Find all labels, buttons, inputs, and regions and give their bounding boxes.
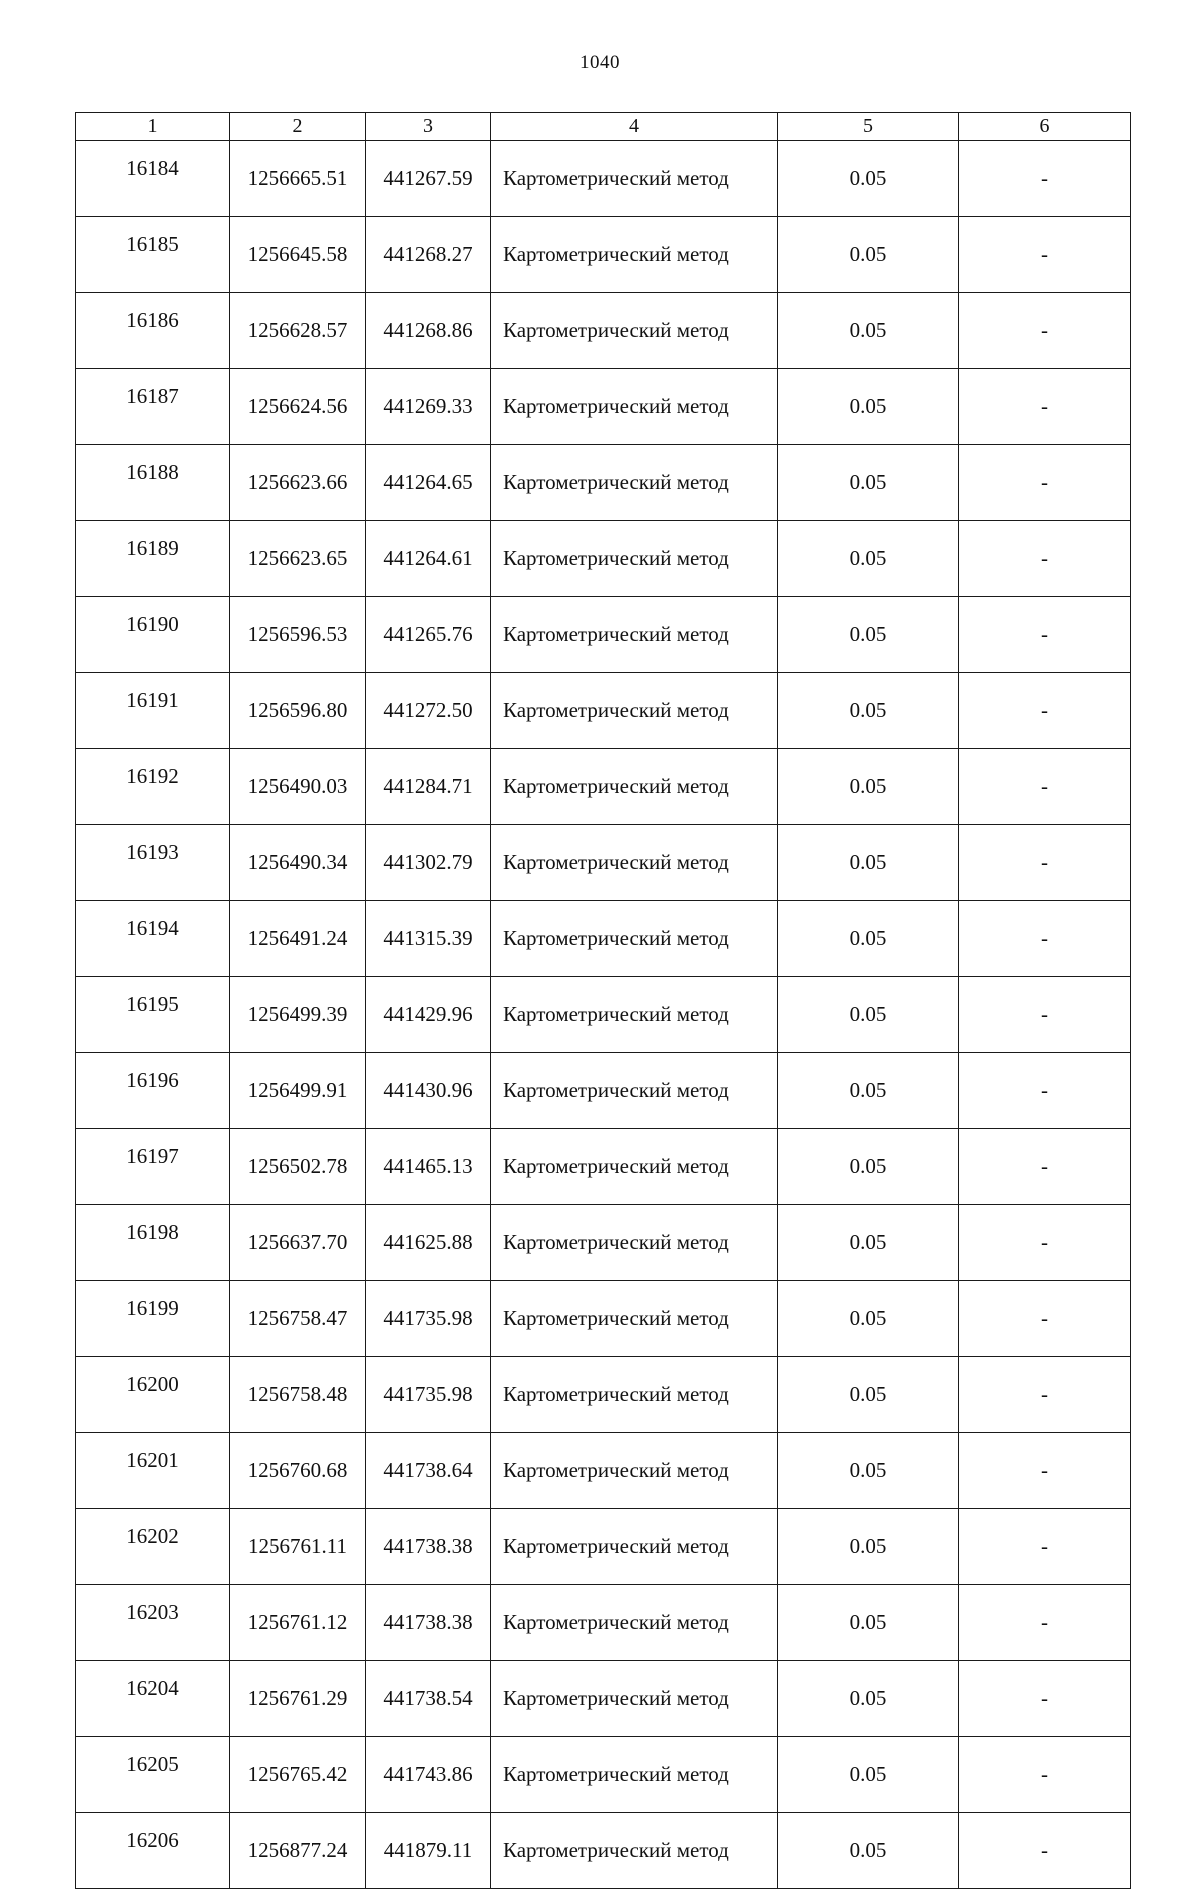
accuracy-cell: 0.05: [778, 673, 959, 749]
accuracy-cell: 0.05: [778, 521, 959, 597]
point-id-cell: 16186: [76, 293, 230, 369]
y-coordinate-cell: 441738.38: [366, 1585, 491, 1661]
point-id-cell: 16189: [76, 521, 230, 597]
y-coordinate-cell: 441465.13: [366, 1129, 491, 1205]
x-coordinate-cell: 1256624.56: [230, 369, 366, 445]
table-row: [76, 1433, 1131, 1509]
method-cell: Картометрический метод: [491, 217, 778, 293]
method-cell: Картометрический метод: [491, 521, 778, 597]
point-id-cell: 16196: [76, 1053, 230, 1129]
accuracy-cell: 0.05: [778, 141, 959, 217]
x-coordinate-cell: 1256623.66: [230, 445, 366, 521]
table-row: [76, 1585, 1131, 1661]
point-id-cell: 16192: [76, 749, 230, 825]
note-cell: -: [959, 1281, 1131, 1357]
accuracy-cell: 0.05: [778, 217, 959, 293]
accuracy-cell: 0.05: [778, 1813, 959, 1889]
y-coordinate-cell: 441267.59: [366, 141, 491, 217]
page-number: 1040: [580, 52, 620, 73]
point-id-cell: 16194: [76, 901, 230, 977]
x-coordinate-cell: 1256623.65: [230, 521, 366, 597]
point-id-cell: 16185: [76, 217, 230, 293]
header-row: [76, 113, 1131, 141]
table-row: [76, 749, 1131, 825]
note-cell: -: [959, 1053, 1131, 1129]
table-row: [76, 1205, 1131, 1281]
x-coordinate-cell: 1256490.03: [230, 749, 366, 825]
note-cell: -: [959, 1433, 1131, 1509]
table-row: [76, 1813, 1131, 1889]
x-coordinate-cell: 1256758.48: [230, 1357, 366, 1433]
point-id-cell: 16197: [76, 1129, 230, 1205]
x-coordinate-cell: 1256637.70: [230, 1205, 366, 1281]
note-cell: -: [959, 1737, 1131, 1813]
point-id-cell: 16199: [76, 1281, 230, 1357]
note-cell: -: [959, 673, 1131, 749]
note-cell: -: [959, 521, 1131, 597]
method-cell: Картометрический метод: [491, 977, 778, 1053]
x-coordinate-cell: 1256760.68: [230, 1433, 366, 1509]
note-cell: -: [959, 369, 1131, 445]
x-coordinate-cell: 1256761.29: [230, 1661, 366, 1737]
method-cell: Картометрический метод: [491, 1433, 778, 1509]
point-id-cell: 16198: [76, 1205, 230, 1281]
accuracy-cell: 0.05: [778, 1053, 959, 1129]
accuracy-cell: 0.05: [778, 1357, 959, 1433]
y-coordinate-cell: 441879.11: [366, 1813, 491, 1889]
table-row: [76, 825, 1131, 901]
column-header-5: 5: [778, 113, 959, 141]
x-coordinate-cell: 1256758.47: [230, 1281, 366, 1357]
note-cell: -: [959, 1205, 1131, 1281]
coordinates-table: [75, 112, 1131, 1889]
point-id-cell: 16195: [76, 977, 230, 1053]
column-header-1: 1: [76, 113, 230, 141]
table-row: [76, 217, 1131, 293]
point-id-cell: 16200: [76, 1357, 230, 1433]
method-cell: Картометрический метод: [491, 141, 778, 217]
y-coordinate-cell: 441735.98: [366, 1281, 491, 1357]
x-coordinate-cell: 1256499.91: [230, 1053, 366, 1129]
note-cell: -: [959, 977, 1131, 1053]
table-row: [76, 369, 1131, 445]
note-cell: -: [959, 1129, 1131, 1205]
table-row: [76, 1357, 1131, 1433]
point-id-cell: 16206: [76, 1813, 230, 1889]
point-id-cell: 16193: [76, 825, 230, 901]
method-cell: Картометрический метод: [491, 901, 778, 977]
method-cell: Картометрический метод: [491, 1053, 778, 1129]
y-coordinate-cell: 441302.79: [366, 825, 491, 901]
y-coordinate-cell: 441268.86: [366, 293, 491, 369]
method-cell: Картометрический метод: [491, 1585, 778, 1661]
point-id-cell: 16184: [76, 141, 230, 217]
accuracy-cell: 0.05: [778, 1509, 959, 1585]
accuracy-cell: 0.05: [778, 1281, 959, 1357]
table-row: [76, 521, 1131, 597]
accuracy-cell: 0.05: [778, 445, 959, 521]
note-cell: -: [959, 1585, 1131, 1661]
accuracy-cell: 0.05: [778, 597, 959, 673]
column-header-6: 6: [959, 113, 1131, 141]
x-coordinate-cell: 1256665.51: [230, 141, 366, 217]
accuracy-cell: 0.05: [778, 293, 959, 369]
method-cell: Картометрический метод: [491, 369, 778, 445]
table-row: [76, 977, 1131, 1053]
accuracy-cell: 0.05: [778, 977, 959, 1053]
point-id-cell: 16191: [76, 673, 230, 749]
point-id-cell: 16201: [76, 1433, 230, 1509]
x-coordinate-cell: 1256645.58: [230, 217, 366, 293]
point-id-cell: 16203: [76, 1585, 230, 1661]
table-row: [76, 1737, 1131, 1813]
accuracy-cell: 0.05: [778, 1205, 959, 1281]
point-id-cell: 16188: [76, 445, 230, 521]
x-coordinate-cell: 1256761.11: [230, 1509, 366, 1585]
table-row: [76, 141, 1131, 217]
accuracy-cell: 0.05: [778, 901, 959, 977]
method-cell: Картометрический метод: [491, 1737, 778, 1813]
column-header-2: 2: [230, 113, 366, 141]
accuracy-cell: 0.05: [778, 1737, 959, 1813]
accuracy-cell: 0.05: [778, 1433, 959, 1509]
method-cell: Картометрический метод: [491, 293, 778, 369]
note-cell: -: [959, 293, 1131, 369]
accuracy-cell: 0.05: [778, 369, 959, 445]
x-coordinate-cell: 1256491.24: [230, 901, 366, 977]
method-cell: Картометрический метод: [491, 1509, 778, 1585]
y-coordinate-cell: 441735.98: [366, 1357, 491, 1433]
y-coordinate-cell: 441625.88: [366, 1205, 491, 1281]
method-cell: Картометрический метод: [491, 673, 778, 749]
x-coordinate-cell: 1256499.39: [230, 977, 366, 1053]
y-coordinate-cell: 441738.64: [366, 1433, 491, 1509]
accuracy-cell: 0.05: [778, 1661, 959, 1737]
y-coordinate-cell: 441265.76: [366, 597, 491, 673]
y-coordinate-cell: 441268.27: [366, 217, 491, 293]
point-id-cell: 16205: [76, 1737, 230, 1813]
table-row: [76, 293, 1131, 369]
note-cell: -: [959, 597, 1131, 673]
method-cell: Картометрический метод: [491, 1813, 778, 1889]
table-row: [76, 597, 1131, 673]
y-coordinate-cell: 441738.38: [366, 1509, 491, 1585]
note-cell: -: [959, 825, 1131, 901]
y-coordinate-cell: 441315.39: [366, 901, 491, 977]
y-coordinate-cell: 441743.86: [366, 1737, 491, 1813]
note-cell: -: [959, 1813, 1131, 1889]
x-coordinate-cell: 1256761.12: [230, 1585, 366, 1661]
table-row: [76, 1129, 1131, 1205]
y-coordinate-cell: 441269.33: [366, 369, 491, 445]
accuracy-cell: 0.05: [778, 825, 959, 901]
y-coordinate-cell: 441429.96: [366, 977, 491, 1053]
method-cell: Картометрический метод: [491, 1129, 778, 1205]
method-cell: Картометрический метод: [491, 1357, 778, 1433]
table-body: [76, 141, 1131, 1889]
y-coordinate-cell: 441430.96: [366, 1053, 491, 1129]
note-cell: -: [959, 1661, 1131, 1737]
y-coordinate-cell: 441272.50: [366, 673, 491, 749]
note-cell: -: [959, 901, 1131, 977]
y-coordinate-cell: 441264.61: [366, 521, 491, 597]
y-coordinate-cell: 441264.65: [366, 445, 491, 521]
x-coordinate-cell: 1256877.24: [230, 1813, 366, 1889]
note-cell: -: [959, 1357, 1131, 1433]
note-cell: -: [959, 749, 1131, 825]
table-row: [76, 1661, 1131, 1737]
x-coordinate-cell: 1256596.53: [230, 597, 366, 673]
y-coordinate-cell: 441738.54: [366, 1661, 491, 1737]
method-cell: Картометрический метод: [491, 1205, 778, 1281]
table-row: [76, 901, 1131, 977]
note-cell: -: [959, 445, 1131, 521]
method-cell: Картометрический метод: [491, 825, 778, 901]
method-cell: Картометрический метод: [491, 597, 778, 673]
accuracy-cell: 0.05: [778, 1129, 959, 1205]
accuracy-cell: 0.05: [778, 1585, 959, 1661]
y-coordinate-cell: 441284.71: [366, 749, 491, 825]
method-cell: Картометрический метод: [491, 1661, 778, 1737]
method-cell: Картометрический метод: [491, 1281, 778, 1357]
accuracy-cell: 0.05: [778, 749, 959, 825]
table-row: [76, 1053, 1131, 1129]
column-header-3: 3: [366, 113, 491, 141]
x-coordinate-cell: 1256628.57: [230, 293, 366, 369]
column-header-4: 4: [491, 113, 778, 141]
method-cell: Картометрический метод: [491, 445, 778, 521]
table-row: [76, 1281, 1131, 1357]
method-cell: Картометрический метод: [491, 749, 778, 825]
note-cell: -: [959, 1509, 1131, 1585]
point-id-cell: 16187: [76, 369, 230, 445]
x-coordinate-cell: 1256502.78: [230, 1129, 366, 1205]
note-cell: -: [959, 217, 1131, 293]
note-cell: -: [959, 141, 1131, 217]
table-row: [76, 1509, 1131, 1585]
table-row: [76, 445, 1131, 521]
x-coordinate-cell: 1256596.80: [230, 673, 366, 749]
table-header: [76, 113, 1131, 141]
table-row: [76, 673, 1131, 749]
x-coordinate-cell: 1256765.42: [230, 1737, 366, 1813]
point-id-cell: 16190: [76, 597, 230, 673]
point-id-cell: 16202: [76, 1509, 230, 1585]
point-id-cell: 16204: [76, 1661, 230, 1737]
x-coordinate-cell: 1256490.34: [230, 825, 366, 901]
